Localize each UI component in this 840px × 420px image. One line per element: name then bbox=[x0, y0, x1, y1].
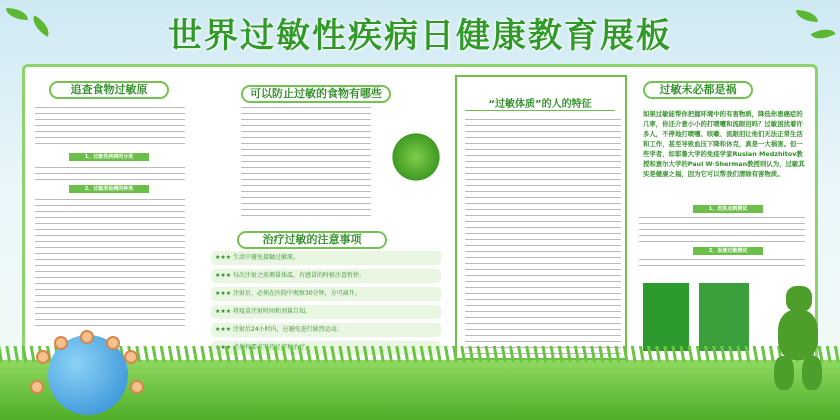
middle-body-text bbox=[241, 107, 371, 217]
right-body-text: 如果过敏能帮你把握环境中的有害物质，降低你患癌症的几率，你还介意小小的打喷嚏和流眼泪吗？过敏困扰着许多人，不停地打喷嚏、咳嗽、流眼泪让他们无法正常生活和工作，甚至导致血压下降和休克，真是一大祸害。但一些学者，如耶鲁大学的免疫学家Ruslan Medzhitov教授和意尔大学的Paul W·Sherman教授则认为，过敏其实是健康之福，因为它可以帮我们清除有害物质。 bbox=[643, 110, 805, 178]
middle-heading-2: 治疗过敏的注意事项 bbox=[237, 231, 387, 249]
left-body-text-2 bbox=[35, 167, 185, 181]
note-row: ★★★ 注射后，必须在医院中观察30分钟，方可离开。 bbox=[211, 287, 441, 301]
note-row: ★★★ 每次注射之前测量体温，有感冒的时候注意暂停。 bbox=[211, 269, 441, 283]
image-placeholder-2 bbox=[699, 283, 749, 351]
topiary-bear bbox=[768, 286, 828, 396]
child-figure bbox=[124, 350, 138, 364]
page-title: 世界过敏性疾病日健康教育展板 bbox=[168, 16, 672, 56]
center-heading: “过敏体质”的人的特征 bbox=[465, 95, 615, 111]
note-row: ★★★ 生活中避免接触过敏原。 bbox=[211, 251, 441, 265]
child-figure bbox=[80, 330, 94, 344]
left-heading: 追查食物过敏原 bbox=[49, 81, 169, 99]
plant-decoration bbox=[391, 127, 441, 187]
middle-heading-1: 可以防止过敏的食物有哪些 bbox=[241, 85, 391, 103]
child-figure bbox=[130, 380, 144, 394]
right-body-text-3 bbox=[639, 259, 805, 271]
center-column bbox=[455, 75, 627, 360]
note-row: ★★★ 将疫苗注射时间和剂量告知。 bbox=[211, 305, 441, 319]
right-body-text-2 bbox=[639, 217, 805, 243]
title-bar bbox=[0, 0, 840, 62]
right-subhead-1: 1、皮肤点刺测试 bbox=[693, 205, 763, 213]
child-figure bbox=[36, 350, 50, 364]
left-body-text bbox=[35, 107, 185, 147]
right-subhead-2: 2、血液过敏测试 bbox=[693, 247, 763, 255]
image-placeholder-1 bbox=[643, 283, 689, 351]
left-body-text-3 bbox=[35, 199, 185, 329]
left-column bbox=[29, 67, 194, 361]
center-body-text bbox=[465, 119, 621, 354]
display-board bbox=[22, 64, 818, 364]
left-subhead-1: 1、过敏性疾病的分类 bbox=[69, 153, 149, 161]
child-figure bbox=[54, 336, 68, 350]
right-heading: 过敏未必都是祸 bbox=[643, 81, 753, 99]
child-figure bbox=[30, 380, 44, 394]
left-subhead-2: 2、过敏原检测的种类 bbox=[69, 185, 149, 193]
middle-column bbox=[201, 67, 447, 361]
child-figure bbox=[106, 336, 120, 350]
note-row: ★★★ 注射后24小时内，应避免进行剧烈运动。 bbox=[211, 323, 441, 337]
